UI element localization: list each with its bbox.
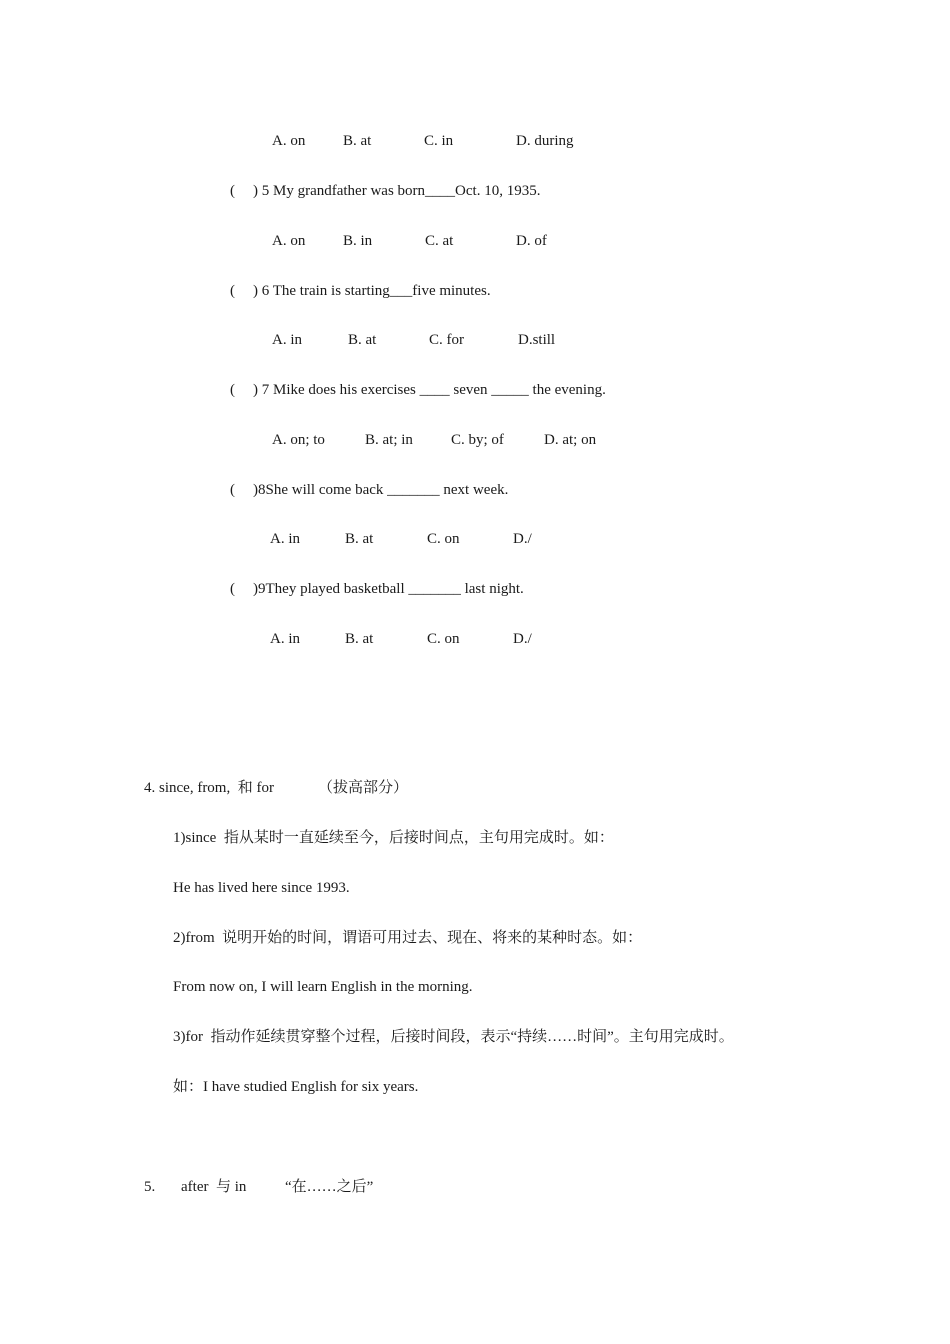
option-a: A. on — [272, 233, 306, 249]
answer-paren: ( — [230, 183, 235, 199]
since-example: He has lived here since 1993. — [173, 880, 350, 896]
option-c: C. on — [427, 631, 460, 647]
option-a: A. on — [272, 133, 306, 149]
answer-paren: ( — [230, 482, 235, 498]
answer-paren: ( — [230, 382, 235, 398]
option-b: B. at — [345, 631, 374, 647]
option-c: C. in — [424, 133, 454, 149]
option-d: D. of — [516, 233, 547, 249]
option-a: A. in — [270, 531, 300, 547]
question-text: ) 6 The train is starting___five minutes. — [253, 283, 491, 299]
option-d: D. at; on — [544, 432, 597, 448]
option-d: D./ — [513, 631, 532, 647]
answer-paren: ( — [230, 581, 235, 597]
since-explanation: 1)since 指从某时一直延续至今，后接时间点，主句用完成时。如： — [173, 830, 614, 846]
from-example: From now on, I will learn English in the morning. — [173, 979, 473, 995]
option-a: A. in — [272, 332, 302, 348]
option-b: B. at — [348, 332, 377, 348]
section-heading: after 与 in — [181, 1179, 247, 1195]
section-heading: 4. since, from, 和 for — [144, 780, 274, 796]
question-text: )9They played basketball _______ last night. — [253, 581, 524, 597]
option-b: B. in — [343, 233, 373, 249]
option-c: C. on — [427, 531, 460, 547]
for-example: 如：I have studied English for six years. — [173, 1079, 419, 1095]
option-d: D. during — [516, 133, 574, 149]
option-c: C. at — [425, 233, 454, 249]
option-b: B. at — [343, 133, 372, 149]
option-a: A. on; to — [272, 432, 325, 448]
option-b: B. at; in — [365, 432, 413, 448]
option-c: C. by; of — [451, 432, 504, 448]
option-c: C. for — [429, 332, 464, 348]
question-text: ) 7 Mike does his exercises ____ seven _____ the evening. — [253, 382, 606, 398]
question-text: )8She will come back _______ next week. — [253, 482, 509, 498]
section-heading-note: “在……之后” — [285, 1179, 374, 1195]
option-a: A. in — [270, 631, 300, 647]
option-d: D./ — [513, 531, 532, 547]
question-text: ) 5 My grandfather was born____Oct. 10, 1935. — [253, 183, 541, 199]
from-explanation: 2)from 说明开始的时间，谓语可用过去、现在、将来的某种时态。如： — [173, 930, 643, 946]
for-explanation: 3)for 指动作延续贯穿整个过程，后接时间段，表示“持续……时间”。主句用完成时。 — [173, 1029, 734, 1045]
option-d: D.still — [518, 332, 556, 348]
option-b: B. at — [345, 531, 374, 547]
answer-paren: ( — [230, 283, 235, 299]
section-number: 5. — [144, 1179, 156, 1195]
section-heading-note: （拔高部分） — [318, 780, 409, 796]
